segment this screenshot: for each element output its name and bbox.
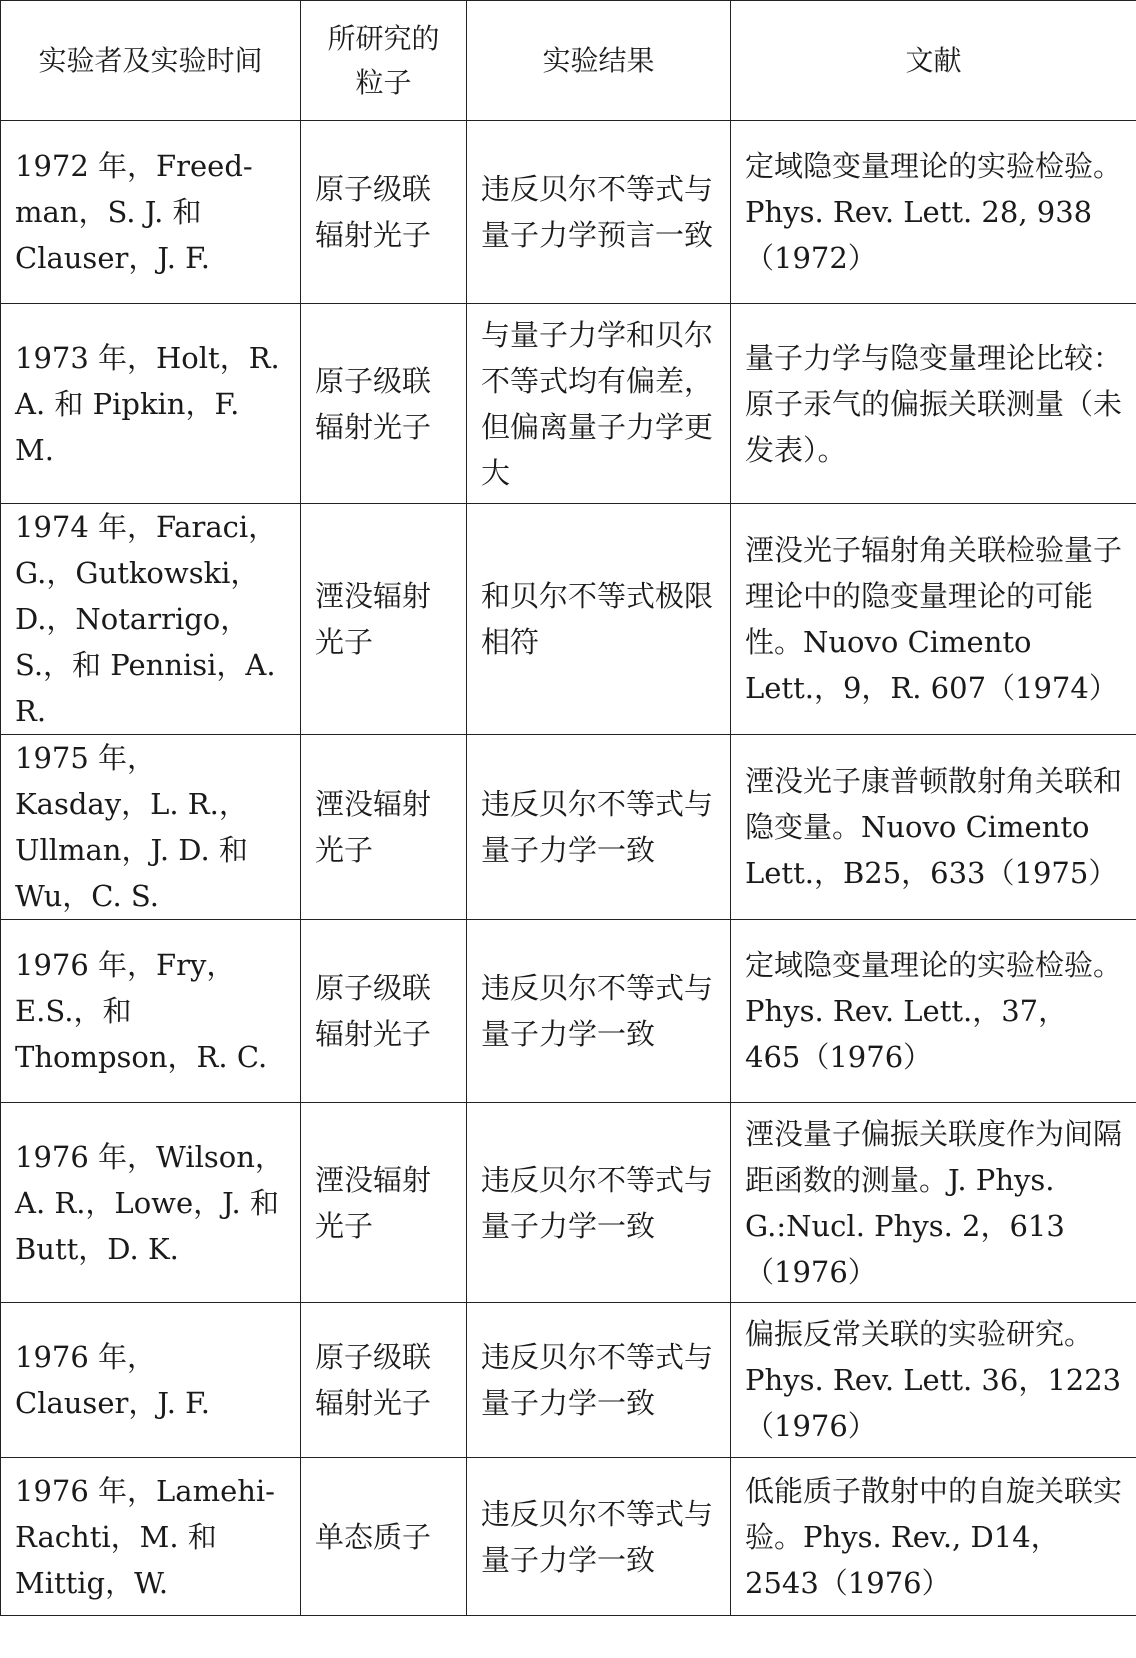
- cell-reference: 定域隐变量理论的实验检验。Phys. Rev. Lett. 28, 938（1972）: [731, 121, 1136, 304]
- header-experimenters: 实验者及实验时间: [1, 1, 301, 121]
- header-reference: 文献: [731, 1, 1136, 121]
- cell-experimenters: 1976 年，Wilson，A. R.，Lowe，J. 和 Butt，D. K.: [1, 1103, 301, 1303]
- cell-reference: 低能质子散射中的自旋关联实验。Phys. Rev., D14，2543（1976）: [731, 1458, 1136, 1616]
- table-row: [1, 1458, 1136, 1616]
- cell-result: 违反贝尔不等式与量子力学一致: [467, 1303, 731, 1458]
- cell-result: 违反贝尔不等式与量子力学一致: [467, 735, 731, 920]
- cell-particle: 原子级联辐射光子: [301, 304, 467, 504]
- cell-result: 违反贝尔不等式与量子力学一致: [467, 1103, 731, 1303]
- cell-result: 和贝尔不等式极限相符: [467, 504, 731, 735]
- cell-reference: 定域隐变量理论的实验检验。Phys. Rev. Lett.，37，465（1976）: [731, 920, 1136, 1103]
- cell-particle: 原子级联辐射光子: [301, 121, 467, 304]
- cell-experimenters: 1976 年，Clauser，J. F.: [1, 1303, 301, 1458]
- cell-result: 与量子力学和贝尔不等式均有偏差，但偏离量子力学更大: [467, 304, 731, 504]
- cell-particle: 湮没辐射光子: [301, 1103, 467, 1303]
- cell-experimenters: 1975 年，Kasday，L. R.，Ullman，J. D. 和 Wu，C. S.: [1, 735, 301, 920]
- cell-particle: 湮没辐射光子: [301, 735, 467, 920]
- table-header-row: [1, 1, 1136, 121]
- header-particle: 所研究的粒子: [301, 1, 467, 121]
- table-row: [1, 504, 1136, 735]
- header-result: 实验结果: [467, 1, 731, 121]
- table-row: [1, 121, 1136, 304]
- table-row: [1, 1103, 1136, 1303]
- table-row: [1, 920, 1136, 1103]
- cell-reference: 量子力学与隐变量理论比较：原子汞气的偏振关联测量（未发表）。: [731, 304, 1136, 504]
- cell-experimenters: 1974 年，Faraci，G.，Gutkowski，D.，Notarrigo，S.，和 Pennisi，A. R.: [1, 504, 301, 735]
- cell-particle: 单态质子: [301, 1458, 467, 1616]
- table-row: [1, 304, 1136, 504]
- cell-result: 违反贝尔不等式与量子力学一致: [467, 920, 731, 1103]
- cell-particle: 原子级联辐射光子: [301, 1303, 467, 1458]
- cell-experimenters: 1976 年，Lamehi-Rachti，M. 和 Mittig，W.: [1, 1458, 301, 1616]
- cell-result: 违反贝尔不等式与量子力学一致: [467, 1458, 731, 1616]
- cell-experimenters: 1976 年，Fry，E.S.，和 Thompson，R. C.: [1, 920, 301, 1103]
- cell-reference: 湮没光子辐射角关联检验量子理论中的隐变量理论的可能性。Nuovo Cimento Lett.，9，R. 607（1974）: [731, 504, 1136, 735]
- table-row: [1, 735, 1136, 920]
- cell-particle: 湮没辐射光子: [301, 504, 467, 735]
- cell-result: 违反贝尔不等式与量子力学预言一致: [467, 121, 731, 304]
- cell-experimenters: 1973 年，Holt，R. A. 和 Pipkin，F. M.: [1, 304, 301, 504]
- cell-experimenters: 1972 年，Freed-man，S. J. 和 Clauser，J. F.: [1, 121, 301, 304]
- cell-reference: 湮没量子偏振关联度作为间隔距函数的测量。J. Phys. G.:Nucl. Phys. 2，613（1976）: [731, 1103, 1136, 1303]
- cell-reference: 偏振反常关联的实验研究。Phys. Rev. Lett. 36，1223（1976）: [731, 1303, 1136, 1458]
- cell-particle: 原子级联辐射光子: [301, 920, 467, 1103]
- table-row: [1, 1303, 1136, 1458]
- cell-reference: 湮没光子康普顿散射角关联和隐变量。Nuovo Cimento Lett.，B25，633（1975）: [731, 735, 1136, 920]
